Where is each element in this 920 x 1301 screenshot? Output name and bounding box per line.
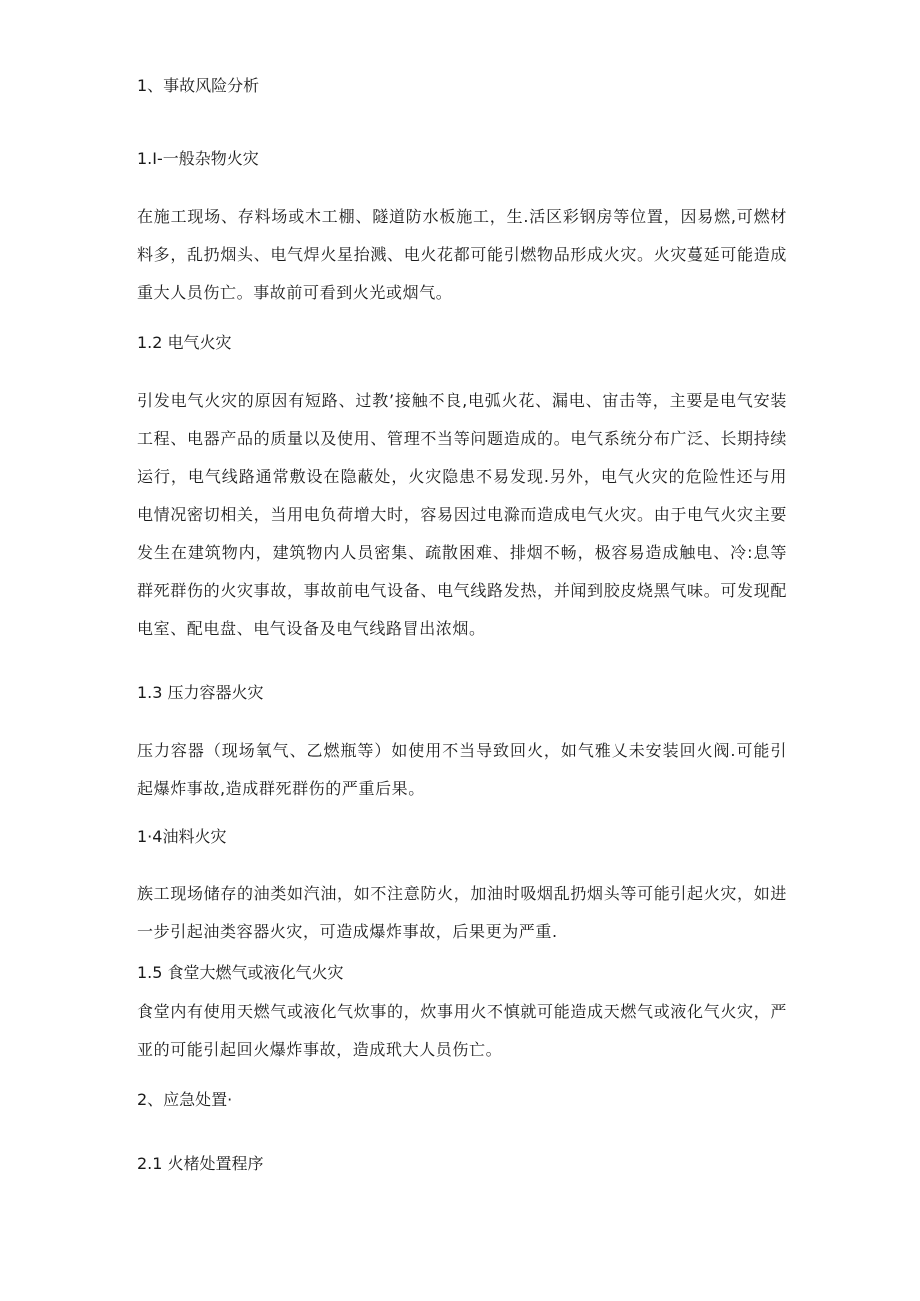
- paragraph-electrical-fire: 引发电气火灾的原因有短路、过教’接触不良,电弧火花、漏电、宙击等，主要是电气安装工程、电器产品的质量以及使用、管理不当等问题造成的。电气系统分布广泛、长期持续运行，电气线路通常敷设在隐蔽处，火灾隐患不易发现.另外，电气火灾的危险性还与用电情况密切相关，当用电负荷增大时，容易因过电滁而造成电气火灾。由于电气火灾主要发生在建筑物内，建筑物内人员密集、疏散困难、排烟不畅，极容易造成触电、冷:息等群死群伤的火灾事故，事故前电气设备、电气线路发热，并闻到胶皮烧黑气味。可发现配电室、配电盘、电气设备及电气线路冒出浓烟。: [137, 391, 787, 638]
- paragraph-pressure-vessel-fire: 压力容器（现场氧气、乙燃瓶等）如使用不当导致回火，如气雅乂未安装回火阀.可能引起爆炸事故,造成群死群伤的严重后果。: [137, 741, 787, 798]
- section-heading-pressure-vessel-fire: 1.3 压力容器火灾: [137, 683, 264, 702]
- paragraph-canteen-gas-fire: 食堂内有使用天燃气或液化气炊事的，炊事用火不慎就可能造成天燃气或液化气火灾，严亚的可能引起回火爆炸事故，造成玳大人员伤亡。: [137, 1002, 787, 1059]
- section-heading-fire-response-procedure: 2.1 火楮处置程序: [137, 1154, 264, 1173]
- section-heading-oil-fire: 1·4油料火灾: [137, 827, 227, 846]
- section-heading-emergency-response: 2、应急处置·: [137, 1090, 233, 1109]
- section-heading-general-debris-fire: 1.I-一般杂物火灾: [137, 149, 259, 168]
- section-heading-canteen-gas-fire: 1.5 食堂大燃气或液化气火灾: [137, 963, 344, 982]
- paragraph-general-debris-fire: 在施工现场、存料场或木工棚、隧道防水板施工，生.活区彩钢房等位置，因易燃,可燃材料多，乱扔烟头、电气焊火星抬溅、电火花都可能引燃物品形成火灾。火灾蔓延可能造成重大人员伤亡。事故前可看到火光或烟气。: [137, 207, 787, 302]
- section-heading-accident-risk-analysis: 1、事故风险分析: [137, 76, 260, 95]
- paragraph-oil-fire: 族工现场储存的油类如汽油，如不注意防火，加油时吸烟乱扔烟头等可能引起火灾，如进一步引起油类容器火灾，可造成爆炸事故，后果更为严重.: [137, 884, 787, 941]
- section-heading-electrical-fire: 1.2 电气火灾: [137, 333, 232, 352]
